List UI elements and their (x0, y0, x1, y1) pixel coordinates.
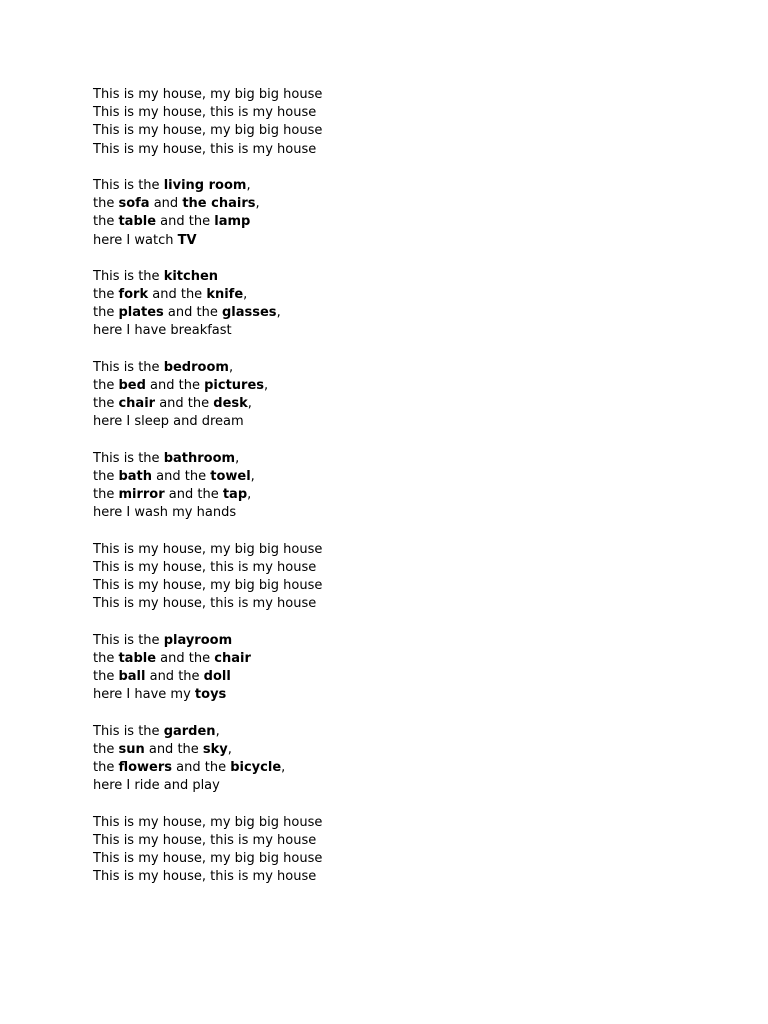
lyric-text: and the (145, 378, 205, 393)
lyric-text: This is my house, my big big house (93, 814, 323, 830)
lyric-line (93, 577, 733, 595)
lyric-text: , (243, 287, 248, 303)
bold-keyword: tap (222, 487, 248, 503)
lyric-text: This is the (93, 359, 164, 375)
lyric-text: the (93, 669, 119, 684)
bold-keyword: bed (118, 378, 146, 393)
lyric-text: the (93, 287, 119, 303)
stanza-chorus-3 (93, 814, 733, 887)
lyric-line (93, 232, 733, 250)
bold-keyword: sky (202, 741, 228, 757)
stanza-garden (93, 723, 733, 796)
stanza-bathroom (93, 450, 733, 523)
lyric-text: the (93, 468, 119, 484)
lyric-text: and (149, 196, 183, 212)
lyric-line (93, 268, 733, 286)
lyric-line (93, 759, 733, 777)
bold-keyword: bath (118, 468, 153, 484)
bold-keyword: sun (118, 741, 145, 757)
lyric-text: This is the (93, 177, 164, 193)
lyric-text: This is the (93, 723, 164, 739)
lyric-line (93, 868, 733, 886)
lyric-text: the (93, 650, 119, 666)
bold-keyword: glasses (221, 305, 277, 321)
song-lyrics-document (93, 86, 733, 904)
lyric-line (93, 814, 733, 832)
lyric-text: and the (144, 741, 203, 757)
lyric-text: here I have breakfast (93, 323, 232, 339)
bold-keyword: the chairs (182, 196, 256, 212)
bold-keyword: lamp (214, 214, 251, 230)
bold-keyword: garden (163, 723, 216, 739)
lyric-line (93, 723, 733, 741)
lyric-text: This is my house, my big big house (93, 578, 323, 594)
bold-keyword: knife (206, 287, 244, 303)
lyric-text: This is my house, this is my house (93, 832, 317, 848)
lyric-text: and the (172, 759, 231, 775)
bold-keyword: chair (118, 396, 156, 412)
lyric-line (93, 122, 733, 140)
lyric-line (93, 595, 733, 613)
lyric-text: , (235, 450, 240, 466)
bold-keyword: doll (203, 669, 231, 684)
lyric-text: here I wash my hands (93, 505, 237, 521)
stanza-kitchen (93, 268, 733, 341)
lyric-text: and the (152, 468, 211, 484)
bold-keyword: table (118, 650, 157, 666)
lyric-text: , (255, 196, 260, 212)
lyric-line (93, 377, 733, 395)
lyric-line (93, 777, 733, 795)
bold-keyword: sofa (118, 196, 150, 212)
lyric-text: This is the (93, 268, 164, 284)
lyric-text: , (247, 396, 252, 412)
lyric-text: , (247, 487, 252, 503)
lyric-text: the (93, 378, 119, 393)
bold-keyword: flowers (118, 759, 173, 775)
lyric-text: , (228, 359, 234, 375)
lyric-text: , (281, 759, 286, 775)
bold-keyword: plates (118, 305, 164, 321)
lyric-line (93, 850, 733, 868)
bold-keyword: bicycle (230, 759, 282, 775)
lyric-text: This is my house, my big big house (93, 541, 323, 557)
bold-keyword: desk (213, 396, 248, 412)
bold-keyword: TV (177, 232, 197, 248)
bold-keyword: toys (194, 687, 227, 703)
lyric-line (93, 668, 733, 686)
stanza-chorus-2 (93, 541, 733, 614)
lyric-text: the (93, 214, 119, 230)
lyric-text: , (276, 305, 281, 321)
bold-keyword: bathroom (163, 450, 236, 466)
lyric-text: the (93, 741, 119, 757)
lyric-text: This is the (93, 450, 164, 466)
lyric-line (93, 559, 733, 577)
lyric-line (93, 141, 733, 159)
lyric-text: This is my house, my big big house (93, 87, 323, 102)
bold-keyword: pictures (204, 378, 265, 393)
lyric-text: here I ride and play (93, 778, 220, 794)
lyric-line (93, 450, 733, 468)
lyric-line (93, 832, 733, 850)
lyric-text: the (93, 305, 119, 321)
bold-keyword: kitchen (163, 268, 219, 284)
lyric-text: the (93, 487, 119, 503)
lyric-text: here I sleep and dream (93, 414, 244, 430)
bold-keyword: chair (214, 650, 251, 666)
lyric-text: the (93, 396, 119, 412)
lyric-line (93, 650, 733, 668)
lyric-text: This is my house, this is my house (93, 559, 317, 575)
bold-keyword: bedroom (163, 359, 229, 375)
lyric-text: here I have my (93, 687, 195, 703)
bold-keyword: ball (118, 669, 146, 684)
bold-keyword: fork (118, 287, 149, 303)
lyric-text: , (227, 741, 232, 757)
bold-keyword: living room (163, 177, 247, 193)
bold-keyword: mirror (118, 487, 165, 503)
lyric-text: and the (148, 287, 207, 303)
lyric-line (93, 486, 733, 504)
lyric-text: here I watch (93, 232, 178, 248)
stanza-chorus-1 (93, 86, 733, 159)
lyric-line (93, 395, 733, 413)
lyric-text: and the (155, 396, 214, 412)
lyric-text: and the (156, 214, 215, 230)
lyric-text: , (264, 378, 269, 393)
stanza-bedroom (93, 359, 733, 432)
lyric-line (93, 177, 733, 195)
lyric-line (93, 468, 733, 486)
lyric-text: This is my house, this is my house (93, 105, 317, 121)
lyric-text: This is my house, this is my house (93, 141, 317, 157)
lyric-text: , (250, 468, 255, 484)
lyric-text: This is my house, this is my house (93, 596, 317, 612)
stanza-living-room (93, 177, 733, 250)
lyric-line (93, 286, 733, 304)
lyric-line (93, 541, 733, 559)
lyric-line (93, 741, 733, 759)
lyric-text: and the (145, 669, 204, 684)
lyric-text: the (93, 759, 119, 775)
bold-keyword: playroom (163, 632, 233, 648)
stanza-playroom (93, 632, 733, 705)
lyric-line (93, 104, 733, 122)
lyric-text: and the (163, 305, 222, 321)
lyric-text: and the (156, 650, 215, 666)
lyric-line (93, 322, 733, 340)
lyric-text: the (93, 196, 119, 212)
lyric-line (93, 86, 733, 104)
lyric-text: This is the (93, 632, 164, 648)
lyric-text: , (215, 723, 220, 739)
lyric-text: This is my house, this is my house (93, 869, 317, 885)
lyric-text: This is my house, my big big house (93, 123, 323, 139)
lyric-line (93, 686, 733, 704)
bold-keyword: table (118, 214, 157, 230)
lyric-text: , (246, 177, 251, 193)
lyric-line (93, 413, 733, 431)
lyric-text: This is my house, my big big house (93, 850, 323, 866)
lyric-line (93, 213, 733, 231)
lyric-line (93, 304, 733, 322)
bold-keyword: towel (210, 468, 251, 484)
lyric-line (93, 632, 733, 650)
lyric-line (93, 195, 733, 213)
lyric-line (93, 504, 733, 522)
lyric-text: and the (164, 487, 223, 503)
lyric-line (93, 359, 733, 377)
